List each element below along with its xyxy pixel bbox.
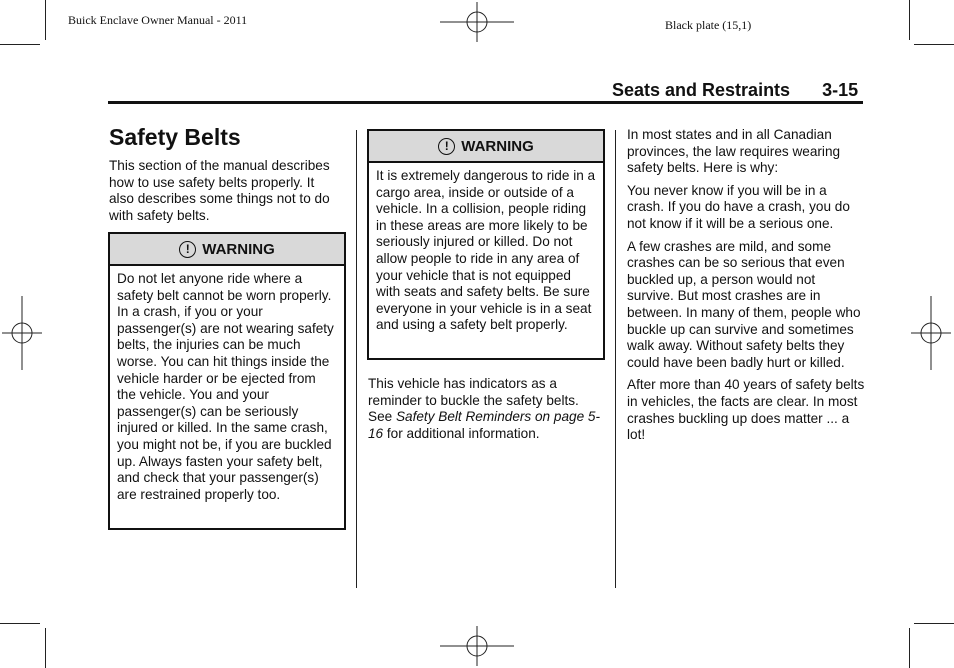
col3-text <box>627 127 865 450</box>
crop-mark <box>909 628 910 668</box>
paragraph: After more than 40 years of safety belts in vehicles, the facts are clear. In most crashes buckling up does matter ... a lot! <box>627 377 865 443</box>
crop-mark <box>45 0 46 40</box>
warning-box <box>108 232 346 530</box>
paragraph: A few crashes are mild, and some crashes can be so serious that even buckled up, a person would not survive. But most crashes are in between. In many of them, people who buckle up can survive and sometimes walk away. Without safety belts they could have been badly hurt or killed. <box>627 238 861 370</box>
warning-label: WARNING <box>461 137 534 155</box>
intro-paragraph: This section of the manual describes how to use safety belts properly. It also describes some things not to do with safety belts. <box>109 158 330 223</box>
registration-mark-icon <box>2 296 42 370</box>
reminder-text-end: for additional information. <box>383 425 540 441</box>
registration-mark-icon <box>440 2 514 42</box>
warning-text: It is extremely dangerous to ride in a cargo area, inside or outside of a vehicle. In a collision, people riding in these areas are more likely to be seriously injured or killed. Do not allow people to ride in any area of your vehicle that is not equipped with seats and safety belts. Be sure everyone in your vehicle is in a seat and using a safety belt properly. <box>376 168 596 333</box>
column-divider <box>356 130 357 588</box>
section-name: Seats and Restraints <box>612 80 791 100</box>
warning-header <box>110 234 344 266</box>
page-title: Safety Belts <box>109 124 241 150</box>
cross-reference-link[interactable]: Safety Belt Reminders on page 5-16 <box>368 409 600 441</box>
column-divider <box>615 130 616 588</box>
warning-box <box>367 129 605 360</box>
reminder-paragraph <box>368 376 600 442</box>
crop-mark <box>914 623 954 624</box>
reminder-text: This vehicle has indicators as a reminder to buckle the safety belts. See <box>368 376 579 425</box>
section-header <box>612 80 858 101</box>
crop-mark <box>909 0 910 40</box>
warning-icon: ! <box>179 241 196 258</box>
warning-label: WARNING <box>202 240 275 258</box>
page-number: 3-15 <box>822 80 859 100</box>
registration-mark-icon <box>911 296 951 370</box>
plate-label: Black plate (15,1) <box>665 18 752 32</box>
warning-icon: ! <box>438 138 455 155</box>
header-rule <box>108 101 863 104</box>
paragraph: In most states and in all Canadian provinces, the law requires wearing safety belts. Here is why: <box>627 127 841 176</box>
manual-title: Buick Enclave Owner Manual - 2011 <box>68 13 248 27</box>
paragraph: You never know if you will be in a crash. If you do have a crash, you do not know if it will be a serious one. <box>627 182 850 231</box>
warning-text: Do not let anyone ride where a safety belt cannot be worn properly. In a crash, if you or your passenger(s) are not wearing safety belts, the injuries can be much worse. You can hit things inside the vehicle harder or be ejected from the vehicle. You and your passenger(s) can be seriously injured or killed. In the same crash, you might not be, if you are buckled up. Always fasten your safety belt, and check that your passenger(s) are restrained properly too. <box>117 271 334 502</box>
warning-header <box>369 131 603 163</box>
col1-intro <box>109 158 339 224</box>
crop-mark <box>0 623 40 624</box>
crop-mark <box>45 628 46 668</box>
crop-mark <box>914 44 954 45</box>
crop-mark <box>0 44 40 45</box>
registration-mark-icon <box>440 626 514 666</box>
